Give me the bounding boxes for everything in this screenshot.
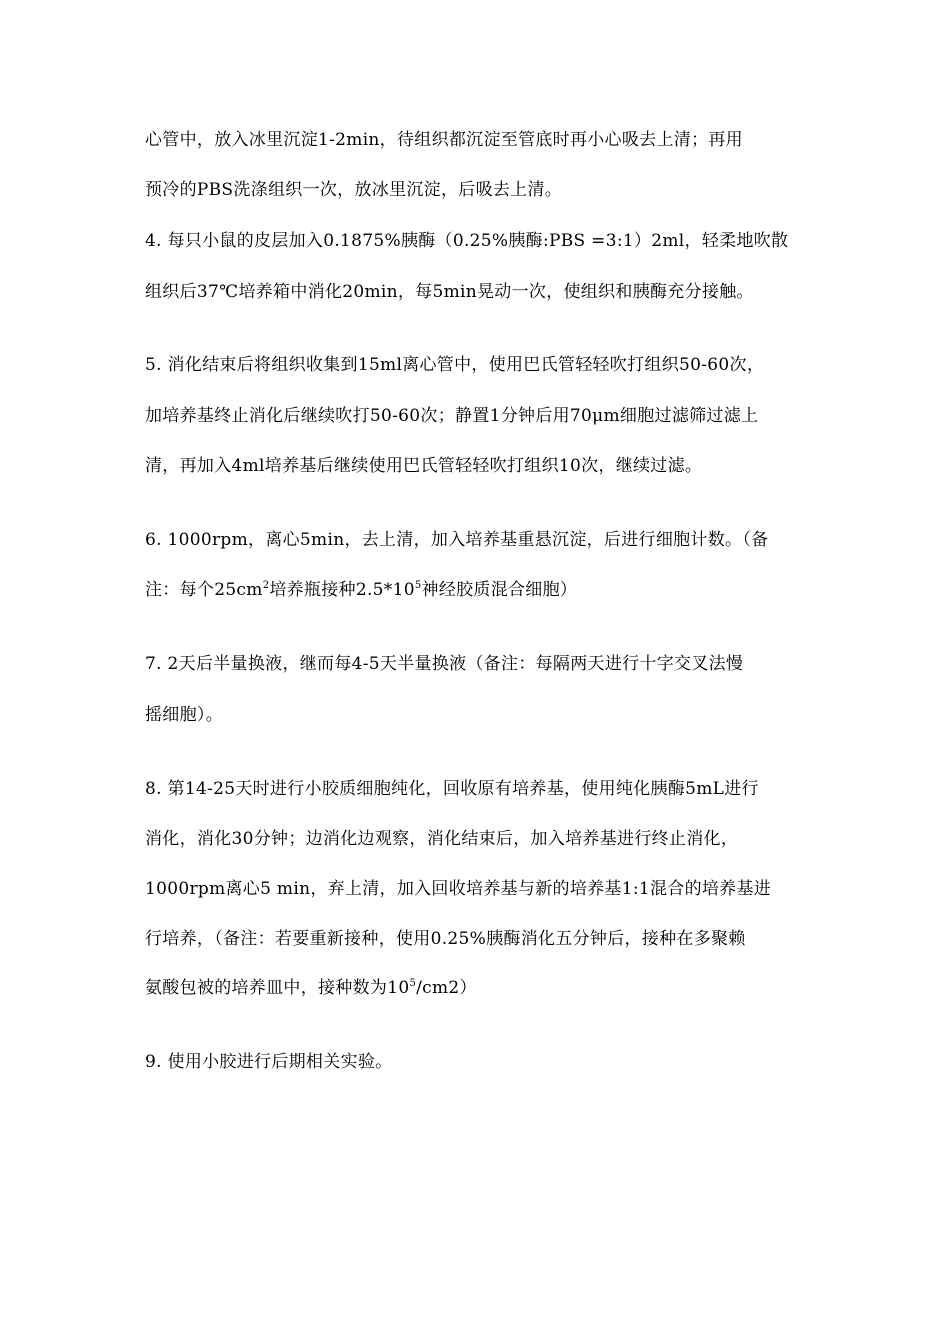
superscript: 2 (262, 580, 270, 591)
step-4-line-2: 组织后37℃培养箱中消化20min，每5min晃动一次，使组织和胰酶充分接触。 (145, 282, 754, 302)
step-8-note-text-2: /cm2） (416, 978, 477, 998)
step-8-line-3: 1000rpm离心5 min，弃上清，加入回收培养基与新的培养基1:1混合的培养基进 (145, 879, 772, 899)
step-7-line-1: 7. 2天后半量换液，继而每4-5天半量换液（备注：每隔两天进行十字交叉法慢 (145, 654, 744, 674)
superscript: 5 (409, 978, 417, 989)
step-5-line-3: 清，再加入4ml培养基后继续使用巴氏管轻轻吹打组织10次，继续过滤。 (145, 456, 703, 476)
step-9-line-1: 9. 使用小胶进行后期相关实验。 (145, 1052, 393, 1072)
step-6-note-text-2: 培养瓶接种2.5*10 (269, 580, 415, 600)
text-line-3-cont-2: 预冷的PBS洗涤组织一次，放冰里沉淀，后吸去上清。 (145, 180, 563, 200)
step-8-line-1: 8. 第14-25天时进行小胶质细胞纯化，回收原有培养基，使用纯化胰酶5mL进行 (145, 779, 759, 799)
step-5-line-1: 5. 消化结束后将组织收集到15ml离心管中，使用巴氏管轻轻吹打组织50-60次， (145, 355, 765, 375)
step-7-line-2: 摇细胞）。 (145, 705, 223, 725)
step-4-line-1: 4. 每只小鼠的皮层加入0.1875%胰酶（0.25%胰酶:PBS =3:1）2ml，轻柔地吹散 (145, 231, 789, 251)
superscript: 5 (414, 580, 422, 591)
step-8-line-5 (145, 976, 810, 1000)
step-8-line-4: 行培养，（备注：若要重新接种，使用0.25%胰酶消化五分钟后，接种在多聚赖 (145, 929, 746, 949)
step-8-note-text-1: 氨酸包被的培养皿中，接种数为10 (145, 978, 410, 998)
step-6-line-2 (145, 578, 810, 602)
step-5-line-2: 加培养基终止消化后继续吹打50-60次；静置1分钟后用70μm细胞过滤筛过滤上 (145, 406, 759, 426)
text-line-3-cont-1: 心管中，放入冰里沉淀1-2min，待组织都沉淀至管底时再小心吸去上清；再用 (145, 130, 743, 150)
step-6-note-text-1: 注：每个25cm (145, 580, 263, 600)
step-8-line-2: 消化，消化30分钟；边消化边观察，消化结束后，加入培养基进行终止消化， (145, 829, 739, 849)
step-6-note-text-3: 神经胶质混合细胞） (421, 580, 578, 600)
step-6-line-1: 6. 1000rpm，离心5min，去上清，加入培养基重悬沉淀，后进行细胞计数。（备 (145, 530, 769, 550)
